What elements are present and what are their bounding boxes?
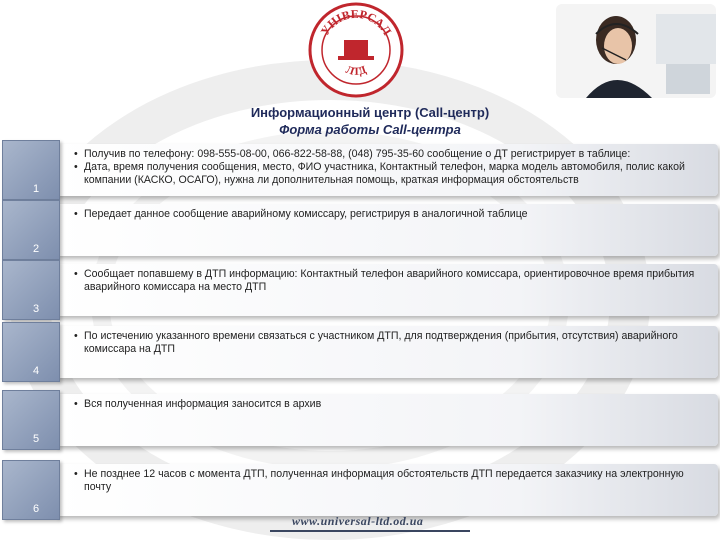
page-title xyxy=(200,104,540,138)
step-bullets xyxy=(74,148,712,187)
step-bullet-text: • Вся полученная информация заносится в архив xyxy=(74,398,712,411)
step-number: 4 xyxy=(33,365,40,377)
step-bullet-text: • Получив по телефону: 098-555-08-00, 066-822-58-88, (048) 795-35-60 сообщение о ДТ регистрирует в таблице: xyxy=(74,148,712,161)
step-number-badge xyxy=(2,390,60,450)
svg-text:ЛТД: ЛТД xyxy=(344,63,368,78)
step-number-badge xyxy=(2,260,60,320)
step-bullet-text: • Сообщает попавшему в ДТП информацию: Контактный телефон аварийного комиссара, ориентировочное время прибытия аварийного комиссара на место ДТП xyxy=(74,268,712,294)
process-step xyxy=(2,322,718,382)
step-number: 2 xyxy=(33,243,40,255)
step-number: 3 xyxy=(33,303,40,315)
process-step xyxy=(2,200,718,260)
step-number-badge xyxy=(2,322,60,382)
process-step xyxy=(2,460,718,520)
step-number-badge xyxy=(2,460,60,520)
step-number-badge xyxy=(2,140,60,200)
svg-text:УНІВЕРСАЛ: УНІВЕРСАЛ xyxy=(317,6,395,38)
step-bullets xyxy=(74,268,712,294)
title-line-2: Форма работы Call-центра xyxy=(279,122,461,137)
step-card xyxy=(56,394,718,446)
title-line-1: Информационный центр (Call-центр) xyxy=(250,105,490,120)
process-step xyxy=(2,390,718,450)
process-step xyxy=(2,260,718,320)
process-step xyxy=(2,140,718,200)
call-center-operator-photo xyxy=(556,4,716,98)
footer-divider xyxy=(270,530,470,532)
step-number-badge xyxy=(2,200,60,260)
step-bullet-text: • По истечению указанного времени связаться с участником ДТП, для подтверждения (прибытия, отсутствия) аварийного комиссара на ДТП xyxy=(74,330,712,356)
step-bullet-text: • Не позднее 12 часов с момента ДТП, полученная информация обстоятельств ДТП передается заказчику на электронную почту xyxy=(74,468,712,494)
step-number: 6 xyxy=(33,503,40,515)
step-card xyxy=(56,204,718,256)
step-card xyxy=(56,464,718,516)
step-bullet-text: • Дата, время получения сообщения, место, ФИО участника, Контактный телефон, марка модель автомобиля, полис какой компании (КАСКО, ОСАГО), нужна ли дополнительная помощь, краткая информация обстоятельств xyxy=(74,161,712,187)
step-bullets xyxy=(74,208,712,221)
step-bullets xyxy=(74,468,712,494)
step-card xyxy=(56,264,718,316)
website-url: www.universal-ltd.od.ua xyxy=(292,514,424,528)
step-number: 1 xyxy=(33,183,40,195)
step-bullet-text: • Передает данное сообщение аварийному комиссару, регистрируя в аналогичной таблице xyxy=(74,208,712,221)
step-bullets xyxy=(74,398,712,411)
step-card xyxy=(56,326,718,378)
step-number: 5 xyxy=(33,433,40,445)
step-bullets xyxy=(74,330,712,356)
step-card xyxy=(56,144,718,196)
company-logo xyxy=(300,0,412,100)
